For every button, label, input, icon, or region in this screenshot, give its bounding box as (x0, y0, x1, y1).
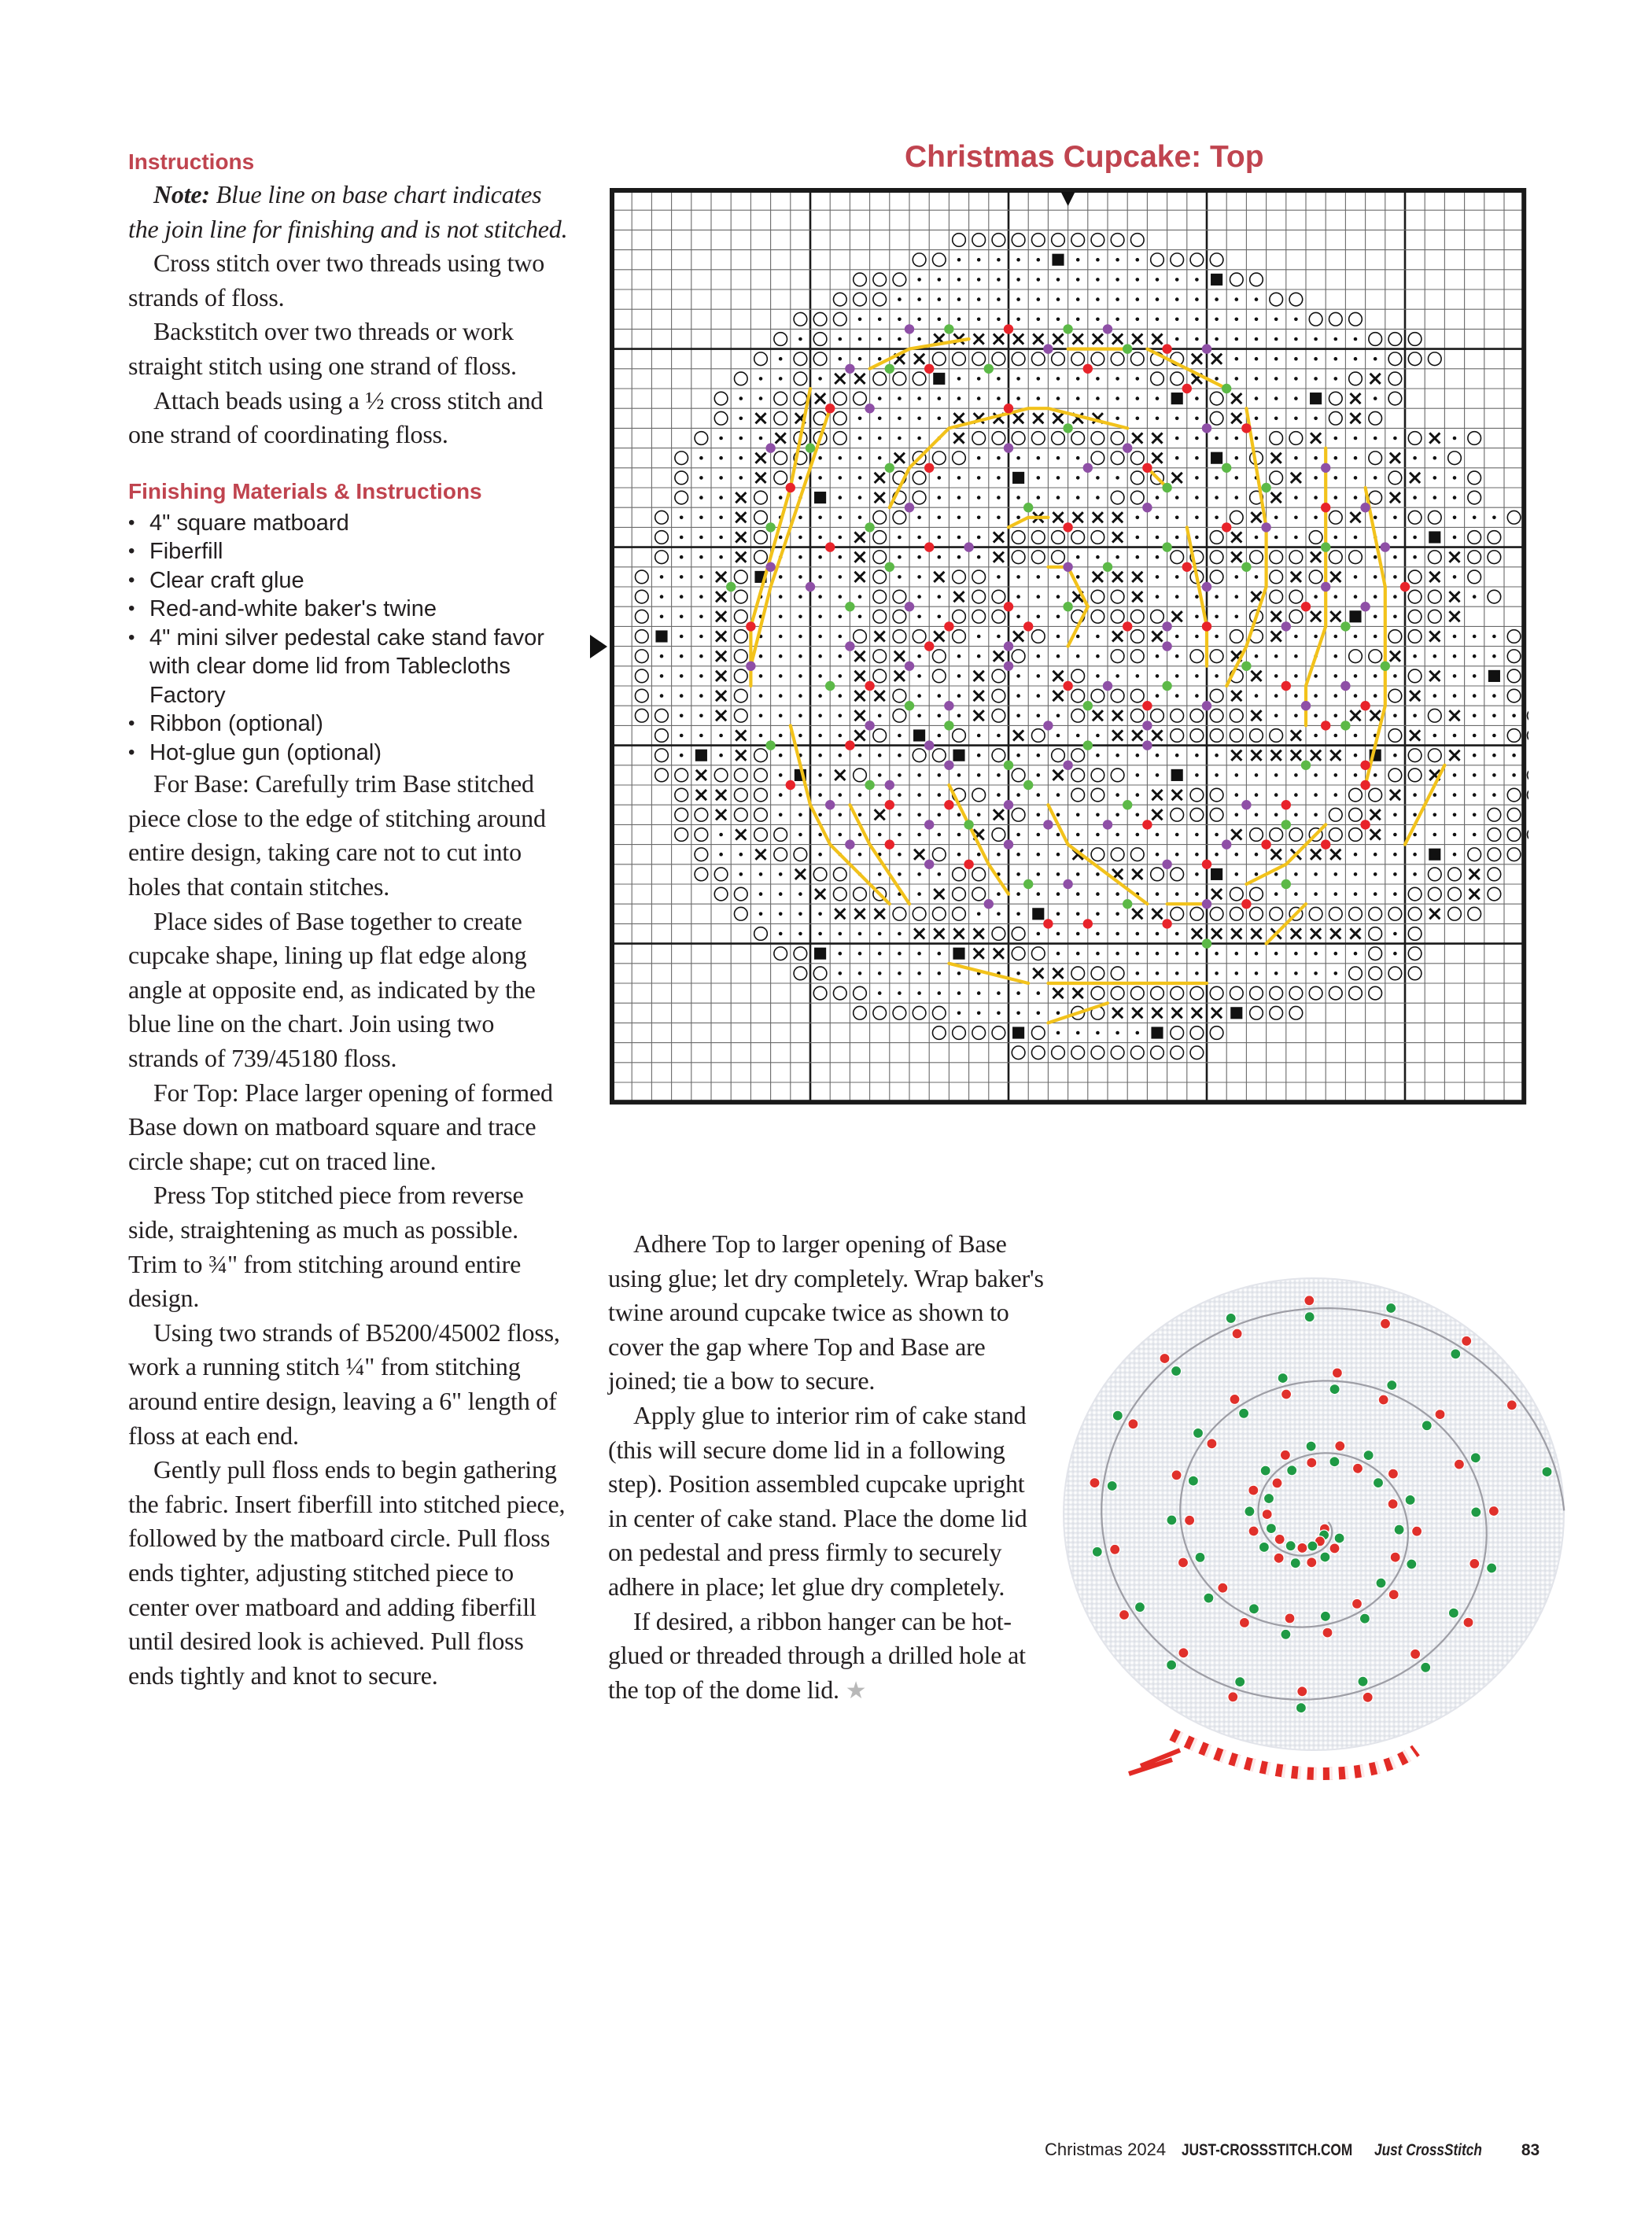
materials-list (128, 509, 569, 768)
materials-item: • Red-and-white baker's twine (128, 595, 569, 624)
cupcake-photo-illustration (1054, 1231, 1573, 1797)
left-column (128, 146, 569, 1693)
finishing-step-text: If desired, a ribbon hanger can be hot-glued or threaded through a drilled hole at the top of the dome lid. (608, 1606, 1026, 1704)
instructions-paragraph: Backstitch over two threads or work straight stitch using one strand of floss. (128, 317, 517, 380)
instructions-paragraph: Attach beads using a ½ cross stitch and one strand of coordinating floss. (128, 385, 544, 449)
footer-magazine: Just CrossStitch (1374, 2141, 1482, 2159)
finished-cupcake-photo (1054, 1231, 1573, 1797)
materials-item: • 4" square matboard (128, 509, 569, 538)
finishing-step: Adhere Top to larger opening of Base using glue; let dry completely. Wrap baker's twine around cupcake twice as shown to cover the gap where Top and Base are joined; tie a bow to secure. (608, 1229, 1044, 1395)
note-label: Note: (153, 180, 210, 208)
cross-stitch-chart (607, 186, 1528, 1107)
chart-grid (607, 186, 1528, 1107)
finishing-step: Using two strands of B5200/45002 floss, work a running stitch ¼" from stitching around entire design, leaving a 6" length of floss at each end. (128, 1318, 560, 1450)
finishing-step: For Top: Place larger opening of formed Base down on matboard square and trace circle shape; cut on traced line. (128, 1078, 553, 1175)
materials-item: • 4" mini silver pedestal cake stand favor with clear dome lid from Tablecloths Factory (128, 624, 569, 710)
instructions-note (128, 178, 569, 246)
finishing-step: Press Top stitched piece from reverse side, straightening as much as possible. Trim to ¾" from stitching around entire design. (128, 1181, 524, 1313)
chart-title: Christmas Cupcake: Top (905, 140, 1264, 174)
center-arrow-left-icon (590, 635, 607, 658)
note-text: Blue line on base chart indicates the join line for finishing and is not stitched. (128, 180, 568, 243)
footer-site: JUST-CROSSSTITCH.COM (1182, 2141, 1353, 2159)
finishing-step: Apply glue to interior rim of cake stand (this will secure dome lid in a following step). Position assembled cupcake upright in center of cake stand. Place the dome lid on pedestal and press firmly to securely adhere in place; let glue dry completely. (608, 1400, 1027, 1601)
materials-item: • Clear craft glue (128, 566, 569, 595)
footer-issue: Christmas 2024 (1045, 2140, 1167, 2159)
instructions-heading: Instructions (128, 149, 255, 174)
finishing-step (608, 1605, 1049, 1708)
materials-item: • Ribbon (optional) (128, 710, 569, 739)
star-end-mark-icon: ★ (845, 1676, 867, 1705)
finishing-step: Place sides of Base together to create cupcake shape, lining up flat edge along angle at opposite end, as indicated by the blue line on the chart. Join using two strands of 739/45180 floss. (128, 906, 536, 1072)
materials-item: • Hot-glue gun (optional) (128, 739, 569, 768)
finishing-step: For Base: Carefully trim Base stitched piece close to the edge of stitching around entire design, taking care not to cut into holes that contain stitches. (128, 769, 546, 901)
finishing-step: Gently pull floss ends to begin gathering the fabric. Insert fiberfill into stitched piece, followed by the matboard circle. Pull floss ends tighter, adjusting stitched piece to center over matboard and adding fiberfill until desired look is achieved. Pull floss ends tightly and knot to secure. (128, 1455, 566, 1690)
middle-column (608, 1227, 1049, 1708)
page-footer (1045, 2140, 1540, 2160)
finishing-heading: Finishing Materials & Instructions (128, 478, 482, 503)
instructions-paragraph: Cross stitch over two threads using two strands of floss. (128, 249, 545, 311)
page-number: 83 (1521, 2141, 1540, 2159)
materials-item: • Fiberfill (128, 537, 569, 566)
